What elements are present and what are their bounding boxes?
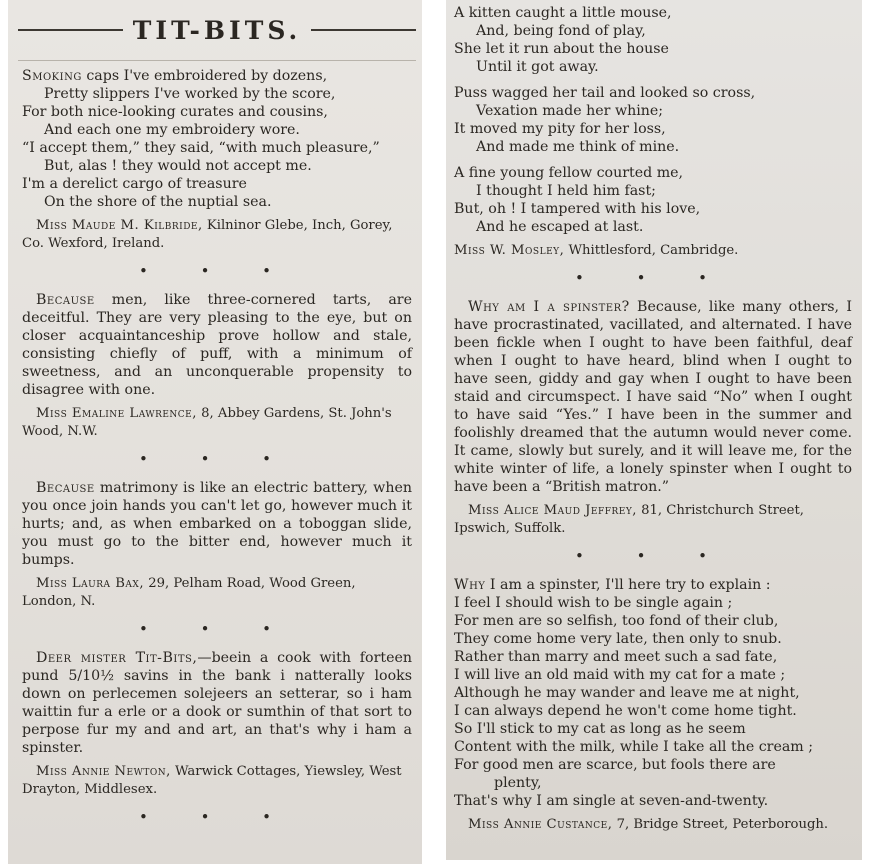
- signature: [22, 217, 412, 253]
- signature: [22, 405, 412, 441]
- poem-line: For good men are scarce, but fools there are: [454, 757, 776, 773]
- poem-line: I will live an old maid with my cat for a mate ;: [454, 667, 786, 683]
- poem-line: She let it run about the house: [454, 41, 669, 57]
- poem-line: But, oh ! I tampered with his love,: [454, 201, 701, 217]
- entry-electric-battery: [22, 479, 412, 569]
- signature-address: 8, Abbey Gardens, St. John's Wood, N.W.: [22, 406, 392, 439]
- signature-address: Whittlesford, Cambridge.: [564, 243, 739, 258]
- poem-line: I can always depend he won't come home tight.: [454, 703, 797, 719]
- poem-line: But, alas ! they would not accept me.: [44, 158, 312, 174]
- signature-address: Warwick Cottages, Yiewsley, West Drayton, Middlesex.: [22, 764, 402, 797]
- poem-line: Until it got away.: [476, 59, 599, 75]
- signature-address: 81, Christchurch Street, Ipswich, Suffolk.: [454, 503, 804, 536]
- poem-line: [454, 576, 852, 594]
- masthead-rule-left: [18, 29, 123, 31]
- poem-line: On the shore of the nuptial sea.: [44, 194, 272, 210]
- entry-lead: Why am I a spinster?: [468, 299, 630, 315]
- signature: [454, 242, 852, 260]
- poem-line: And made me think of mine.: [476, 139, 680, 155]
- poem-line: plenty,: [494, 775, 542, 791]
- signature-name: Miss W. Mosley,: [454, 243, 565, 258]
- signature: [22, 763, 412, 799]
- entry-text: —beein a cook with forteen pund 5/10½ savins in the bank i natterally looks down on perlecemen solejeers an setterar, so i ham waittin fur a erle or a dook or sumthin of that sort to perpose fur my and and art, an that's why i ham a spinster.: [22, 650, 412, 756]
- entry-lead: Because: [36, 292, 95, 308]
- signature-address: Kilninor Glebe, Inch, Gorey, Co. Wexford, Ireland.: [22, 218, 393, 251]
- poem-line: Content with the milk, while I take all the cream ;: [454, 739, 814, 755]
- poem-line: Vexation made her whine;: [476, 103, 664, 119]
- entry-three-cornered-tarts: [22, 291, 412, 399]
- poem-line: And he escaped at last.: [476, 219, 644, 235]
- poem-line: I feel I should wish to be single again ;: [454, 595, 733, 611]
- entry-text: men, like three-cornered tarts, are deceitful. They are very pleasing to the eye, but on closer acquaintanceship prove hollow and stale, consisting chiefly of puff, with a minimum of sweetness, and an unconquerable propensity to disagree with one.: [22, 292, 412, 398]
- signature-address: 29, Pelham Road, Wood Green, London, N.: [22, 576, 356, 609]
- signature: [454, 502, 852, 538]
- poem-lead-word: Smoking: [22, 68, 82, 84]
- signature-name: Miss Emaline Lawrence,: [36, 406, 197, 421]
- signature-address: 7, Bridge Street, Peterborough.: [612, 817, 829, 832]
- entry-text: Because, like many others, I have procrastinated, vacillated, and alternated. I have been fickle when I ought to have been faithful, deaf when I ought to have heard, blind when I ought to have seen, giddy and gay when I ought to have been staid and circumspect. I have said “No” when I ought to have said “Yes.” I have been in the summer and foolishly dreamed that the autumn would never come. It came, slowly but surely, and it will leave me, for the white winter of life, a lonely spinster when I ought to have been a “British matron.”: [454, 299, 852, 495]
- separator-dots: • • •: [574, 269, 732, 287]
- entry-cook-letter: [22, 649, 412, 757]
- poem-line: For men are so selfish, too fond of their club,: [454, 613, 779, 629]
- masthead: [18, 0, 416, 61]
- poem-line: Puss wagged her tail and looked so cross,: [454, 85, 756, 101]
- left-column: [8, 0, 422, 864]
- poem-line: [22, 67, 412, 85]
- signature: [454, 816, 852, 834]
- poem-line: Pretty slippers I've worked by the score,: [44, 86, 336, 102]
- masthead-title: TIT-BITS.: [132, 15, 302, 45]
- signature-name: Miss Annie Custance,: [468, 817, 613, 832]
- poem-line: It moved my pity for her loss,: [454, 121, 666, 137]
- poem-line: I thought I held him fast;: [476, 183, 656, 199]
- poem-cat: [454, 576, 852, 810]
- right-column: [446, 0, 862, 860]
- separator-dots: • • •: [138, 450, 296, 468]
- masthead-rule-right: [311, 29, 416, 31]
- entry-text: matrimony is like an electric battery, when you once join hands you can't let go, however much it hurts; and, as when embarked on a toboggan slide, you must go to the bitter end, however much it bumps.: [22, 480, 412, 568]
- poem-line: I'm a derelict cargo of treasure: [22, 176, 247, 192]
- poem-lead-word: Why: [454, 577, 486, 593]
- poem-line: So I'll stick to my cat as long as he seem: [454, 721, 746, 737]
- signature-name: Miss Maude M. Kilbride,: [36, 218, 203, 233]
- poem-line: “I accept them,” they said, “with much pleasure,”: [22, 140, 380, 156]
- poem-line: They come home very late, then only to snub.: [454, 631, 782, 647]
- signature-name: Miss Laura Bax,: [36, 576, 145, 591]
- signature-name: Miss Alice Maud Jeffrey,: [468, 503, 637, 518]
- separator-dots: • • •: [138, 262, 296, 280]
- poem-line: For both nice-looking curates and cousins,: [22, 104, 328, 120]
- poem-kitten: [454, 4, 852, 236]
- poem-line-text: I am a spinster, I'll here try to explain :: [485, 577, 771, 593]
- separator-dots: • • •: [138, 808, 296, 826]
- entry-lead: Because: [36, 480, 95, 496]
- poem-line: And each one my embroidery wore.: [44, 122, 300, 138]
- poem-line: A fine young fellow courted me,: [454, 165, 684, 181]
- signature: [22, 575, 412, 611]
- separator-dots: • • •: [574, 547, 732, 565]
- poem-smoking-caps: [22, 67, 412, 211]
- entry-lead: Deer mister Tit-Bits,: [36, 650, 198, 666]
- poem-line: Although he may wander and leave me at night,: [454, 685, 800, 701]
- poem-line-text: caps I've embroidered by dozens,: [81, 68, 328, 84]
- poem-line: That's why I am single at seven-and-twenty.: [454, 793, 769, 809]
- poem-line: A kitten caught a little mouse,: [454, 5, 672, 21]
- separator-dots: • • •: [138, 620, 296, 638]
- poem-line: And, being fond of play,: [476, 23, 646, 39]
- entry-why-spinster: [454, 298, 852, 496]
- signature-name: Miss Annie Newton,: [36, 764, 171, 779]
- poem-line: Rather than marry and meet such a sad fate,: [454, 649, 778, 665]
